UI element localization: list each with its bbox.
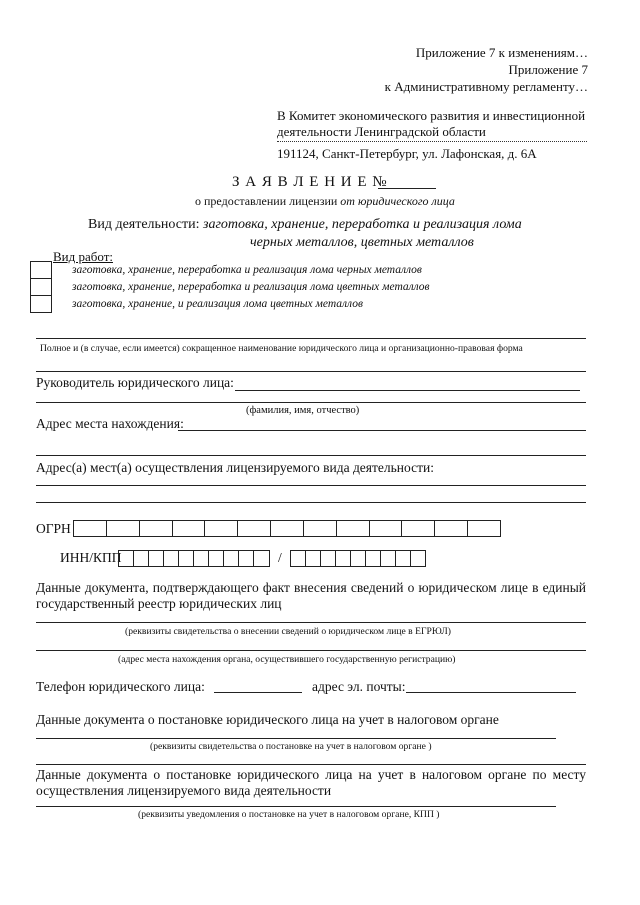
egrul-label: Данные документа, подтверждающего факт внесения сведений о юридическом лице в единый государственный реестр юридических лиц <box>36 580 586 611</box>
tax-field[interactable] <box>36 738 556 739</box>
work-type-checkbox-2[interactable] <box>30 278 52 296</box>
egrul-field[interactable] <box>36 622 586 623</box>
committee-address: 191124, Санкт-Петербург, ул. Лафонская, д. 6А <box>277 146 537 161</box>
ogrn-cells[interactable] <box>73 520 501 537</box>
tax-label: Данные документа о постановке юридического лица на учет в налоговом органе <box>36 712 499 727</box>
addressee-line-1: В Комитет экономического развития и инвестиционной <box>277 108 586 123</box>
appendix-line-3: к Административному регламенту… <box>384 79 588 94</box>
tax-place-label: Данные документа о постановке юридического лица на учет в налоговом органе по месту осуществления лицензируемого вида деятельности <box>36 767 586 798</box>
work-type-checkbox-3[interactable] <box>30 295 52 313</box>
activity-address-label: Адрес(а) мест(а) осуществления лицензируемого вида деятельности: <box>36 460 434 475</box>
location-field-2[interactable] <box>36 455 586 456</box>
inn-kpp-label: ИНН/КПП <box>60 550 122 565</box>
form-number-field[interactable] <box>378 188 436 189</box>
work-types-label: Вид работ: <box>53 249 113 264</box>
head-caption: (фамилия, имя, отчество) <box>246 405 360 416</box>
full-name-field[interactable] <box>36 338 586 339</box>
full-name-caption: Полное и (в случае, если имеется) сокращенное наименование юридического лица и организационно-правовая форма <box>40 343 523 354</box>
inn-cells[interactable] <box>118 550 270 567</box>
activity-label: Вид деятельности: <box>88 217 200 232</box>
form-title-text: З А Я В Л Е Н И Е № <box>232 174 388 190</box>
subtitle-italic: от юридического лица <box>340 194 455 208</box>
form-title <box>232 174 388 191</box>
activity-address-field[interactable] <box>36 485 586 486</box>
tax-place-field[interactable] <box>36 806 556 807</box>
ogrn-label: ОГРН <box>36 521 71 536</box>
egrul-caption-2: (адрес места нахождения органа, осуществившего государственную регистрацию) <box>118 654 456 665</box>
head-field[interactable] <box>235 390 580 391</box>
phone-label: Телефон юридического лица: <box>36 679 205 694</box>
subtitle-plain: о предоставлении лицензии <box>195 194 338 208</box>
tax-place-caption: (реквизиты уведомления о постановке на учет в налоговом органе, КПП ) <box>138 809 440 820</box>
work-type-option-3: заготовка, хранение, и реализация лома цветных металлов <box>72 298 363 310</box>
appendix-line-2: Приложение 7 <box>508 62 588 77</box>
egrul-caption-1: (реквизиты свидетельства о внесении сведений о юридическом лице в ЕГРЮЛ) <box>125 626 451 637</box>
full-name-field-2[interactable] <box>36 371 586 372</box>
activity-line-1 <box>88 217 522 233</box>
tax-place-top-line <box>36 764 586 765</box>
work-type-checkbox-1[interactable] <box>30 261 52 279</box>
email-field[interactable] <box>406 692 576 693</box>
appendix-line-1: Приложение 7 к изменениям… <box>415 45 588 60</box>
head-label: Руководитель юридического лица: <box>36 375 234 390</box>
tax-caption: (реквизиты свидетельства о постановке на учет в налоговом органе ) <box>150 741 432 752</box>
location-label: Адрес места нахождения: <box>36 416 184 431</box>
inn-kpp-slash: / <box>278 550 282 565</box>
form-subtitle <box>195 194 455 209</box>
email-label: адрес эл. почты: <box>312 679 406 694</box>
egrul-authority-field[interactable] <box>36 650 586 651</box>
location-field[interactable] <box>178 430 586 431</box>
activity-address-field-2[interactable] <box>36 502 586 503</box>
kpp-cells[interactable] <box>290 550 426 567</box>
activity-value-1: заготовка, хранение, переработка и реализация лома <box>203 217 522 232</box>
activity-value-2: черных металлов, цветных металлов <box>250 235 474 250</box>
work-type-option-1: заготовка, хранение, переработка и реализация лома черных металлов <box>72 264 422 276</box>
head-field-2[interactable] <box>36 402 586 403</box>
work-type-option-2: заготовка, хранение, переработка и реализация лома цветных металлов <box>72 281 430 293</box>
addressee-line-2: деятельности Ленинградской области <box>277 124 486 139</box>
phone-field[interactable] <box>214 692 302 693</box>
addressee-underline <box>277 141 587 142</box>
